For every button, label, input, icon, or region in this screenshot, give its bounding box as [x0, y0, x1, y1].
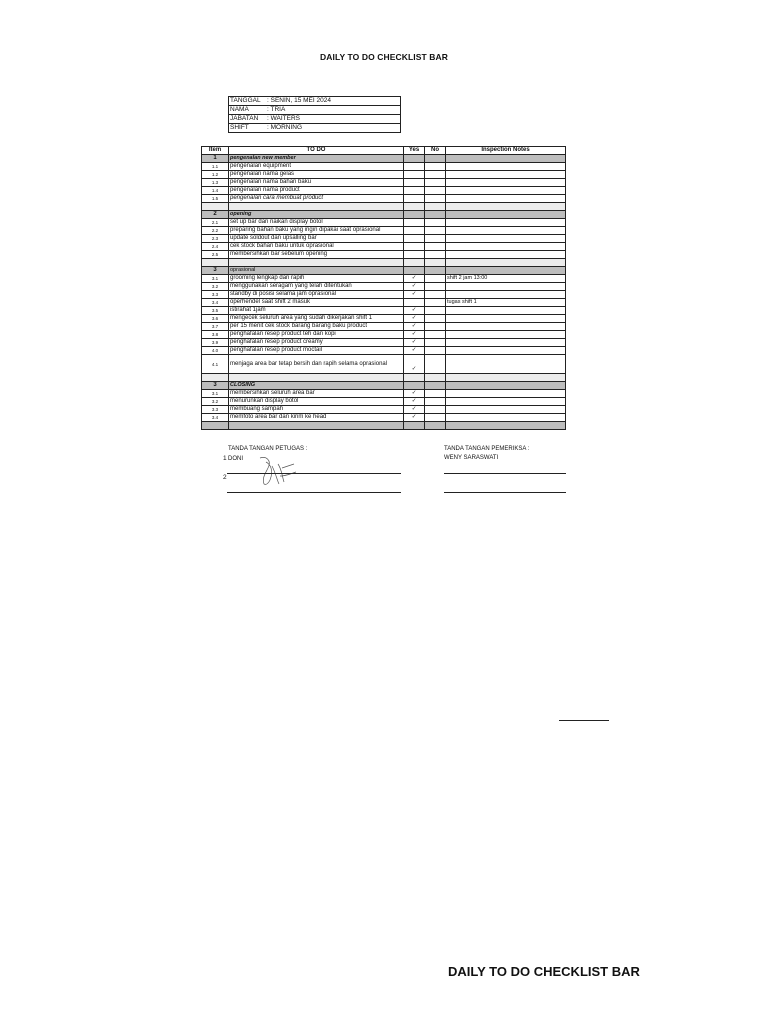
no-cell	[425, 398, 446, 406]
no-cell	[425, 155, 446, 163]
table-row	[202, 163, 566, 171]
inspection-note	[446, 227, 566, 235]
header-no: No	[425, 147, 446, 155]
todo-text: penghafalan resep product moctail	[229, 347, 404, 355]
blank-cell	[229, 259, 404, 267]
no-cell	[425, 267, 446, 275]
table-row	[202, 187, 566, 195]
inspection-note	[446, 235, 566, 243]
notes-cell	[446, 211, 566, 219]
item-number: 4.0	[202, 347, 229, 355]
no-cell	[425, 187, 446, 195]
todo-text: preparing bahan baku yang ingin dipakai saat oprasional	[229, 227, 404, 235]
inspection-note	[446, 390, 566, 398]
inspection-note	[446, 323, 566, 331]
no-cell	[425, 390, 446, 398]
inspection-note	[446, 347, 566, 355]
no-cell	[425, 195, 446, 203]
section-row	[202, 382, 566, 390]
no-cell	[425, 251, 446, 259]
todo-text: membuang sampah	[229, 406, 404, 414]
table-row	[202, 219, 566, 227]
notes-cell	[446, 382, 566, 390]
item-number: 1.4	[202, 187, 229, 195]
item-number: 3.7	[202, 323, 229, 331]
no-cell	[425, 211, 446, 219]
no-cell	[425, 347, 446, 355]
section-number: 1	[202, 155, 229, 163]
yes-check-cell: ✓	[404, 291, 425, 299]
info-table	[228, 96, 401, 133]
info-label: NAMA	[230, 106, 249, 113]
no-cell	[425, 406, 446, 414]
yes-check-cell: ✓	[404, 275, 425, 283]
officer-signature-scribble	[252, 454, 298, 488]
todo-text: per 15 menit cek stock barang barang baku product	[229, 323, 404, 331]
yes-check-cell	[404, 243, 425, 251]
blank-cell	[446, 422, 566, 430]
table-row	[202, 195, 566, 203]
blank-cell	[202, 422, 229, 430]
section-number: 2	[202, 211, 229, 219]
item-number: 3.5	[202, 307, 229, 315]
item-number: 1.2	[202, 171, 229, 179]
info-row	[229, 124, 401, 133]
blank-cell	[425, 203, 446, 211]
inspection-note	[446, 406, 566, 414]
yes-check-cell	[404, 195, 425, 203]
item-number: 3.2	[202, 283, 229, 291]
todo-text: penghafalan resep product teh dan kopi	[229, 331, 404, 339]
table-row	[202, 227, 566, 235]
inspection-note	[446, 398, 566, 406]
blank-cell	[446, 374, 566, 382]
yes-cell	[404, 211, 425, 219]
table-row	[202, 323, 566, 331]
yes-check-cell: ✓	[404, 406, 425, 414]
blank-cell	[446, 203, 566, 211]
inspector-signature-line-1	[444, 473, 566, 474]
blank-cell	[202, 203, 229, 211]
header-yes: Yes	[404, 147, 425, 155]
no-cell	[425, 355, 446, 374]
inspection-note	[446, 179, 566, 187]
table-row	[202, 331, 566, 339]
no-cell	[425, 235, 446, 243]
yes-check-cell: ✓	[404, 414, 425, 422]
blank-cell	[229, 374, 404, 382]
inspection-note	[446, 187, 566, 195]
blank-cell	[229, 203, 404, 211]
item-number: 3.6	[202, 315, 229, 323]
inspection-note: tugas shift 1	[446, 299, 566, 307]
todo-text: pengenalan nama bahan baku	[229, 179, 404, 187]
table-row	[202, 275, 566, 283]
no-cell	[425, 179, 446, 187]
blank-cell	[404, 374, 425, 382]
item-number: 2.5	[202, 251, 229, 259]
inspection-note	[446, 243, 566, 251]
no-cell	[425, 323, 446, 331]
table-row	[202, 339, 566, 347]
yes-check-cell: ✓	[404, 315, 425, 323]
inspection-note	[446, 219, 566, 227]
notes-cell	[446, 267, 566, 275]
table-row	[202, 243, 566, 251]
todo-text: mengecek seluruh area yang sudah dikerjakan shift 1	[229, 315, 404, 323]
blank-cell	[425, 422, 446, 430]
yes-cell	[404, 382, 425, 390]
section-number: 3	[202, 382, 229, 390]
signature-number-1: 1	[223, 455, 227, 462]
blank-cell	[425, 374, 446, 382]
no-cell	[425, 219, 446, 227]
blank-row	[202, 259, 566, 267]
checklist-table	[201, 146, 566, 430]
todo-text: penghafalan resep product creamy	[229, 339, 404, 347]
blank-cell	[404, 422, 425, 430]
no-cell	[425, 291, 446, 299]
page-title: DAILY TO DO CHECKLIST BAR	[320, 52, 448, 62]
no-cell	[425, 315, 446, 323]
yes-check-cell: ✓	[404, 390, 425, 398]
no-cell	[425, 382, 446, 390]
blank-cell	[446, 259, 566, 267]
table-row	[202, 299, 566, 307]
section-row	[202, 155, 566, 163]
info-label: JABATAN	[230, 115, 259, 122]
table-row	[202, 355, 566, 374]
inspection-note	[446, 171, 566, 179]
inspector-signature-label: TANDA TANGAN PEMERIKSA :	[444, 446, 530, 452]
blank-cell	[404, 203, 425, 211]
yes-check-cell: ✓	[404, 398, 425, 406]
item-number: 3.3	[202, 406, 229, 414]
blank-cell	[202, 259, 229, 267]
todo-text: standby di posisi selama jam oprasional	[229, 291, 404, 299]
blank-cell	[404, 259, 425, 267]
info-label: SHIFT	[230, 124, 249, 131]
info-row	[229, 97, 401, 106]
item-number: 3.2	[202, 398, 229, 406]
todo-text: menurunkan display botol	[229, 398, 404, 406]
item-number: 3.9	[202, 339, 229, 347]
item-number: 1.3	[202, 179, 229, 187]
inspection-note	[446, 163, 566, 171]
todo-text: istirahat 1jam	[229, 307, 404, 315]
item-number: 3.4	[202, 299, 229, 307]
table-header-row	[202, 147, 566, 155]
table-row	[202, 347, 566, 355]
blank-cell	[229, 422, 404, 430]
todo-text: operhendel saat shift 2 masuk	[229, 299, 404, 307]
yes-check-cell	[404, 163, 425, 171]
table-row	[202, 307, 566, 315]
inspection-note	[446, 355, 566, 374]
yes-check-cell	[404, 219, 425, 227]
yes-check-cell	[404, 187, 425, 195]
item-number: 1.1	[202, 163, 229, 171]
table-row	[202, 398, 566, 406]
todo-text: menggunakan seragam yang telah ditentukan	[229, 283, 404, 291]
inspection-note	[446, 291, 566, 299]
inspection-note	[446, 331, 566, 339]
todo-text: set up bar dan naikan display botol	[229, 219, 404, 227]
no-cell	[425, 243, 446, 251]
info-value: : MORNING	[267, 124, 303, 131]
header-todo: TO DO	[229, 147, 404, 155]
item-number: 2.3	[202, 235, 229, 243]
section-title: oprasional	[229, 267, 404, 275]
blank-row	[202, 374, 566, 382]
no-cell	[425, 275, 446, 283]
yes-check-cell	[404, 235, 425, 243]
table-row	[202, 171, 566, 179]
yes-check-cell	[404, 171, 425, 179]
yes-check-cell	[404, 227, 425, 235]
table-row	[202, 283, 566, 291]
item-number: 2.1	[202, 219, 229, 227]
yes-check-cell: ✓	[404, 355, 425, 374]
yes-cell	[404, 155, 425, 163]
info-label: TANGGAL	[230, 97, 261, 104]
todo-text: grooming lengkap dan rapih	[229, 275, 404, 283]
item-number: 2.4	[202, 243, 229, 251]
yes-check-cell: ✓	[404, 339, 425, 347]
item-number: 2.2	[202, 227, 229, 235]
info-row	[229, 106, 401, 115]
table-row	[202, 390, 566, 398]
inspection-note: shift 2 jam 13:00	[446, 275, 566, 283]
table-row	[202, 315, 566, 323]
inspector-signature-line-2	[444, 492, 566, 493]
section-title: CLOSING	[229, 382, 404, 390]
table-row	[202, 406, 566, 414]
table-row	[202, 291, 566, 299]
todo-text: pengenalan nama gelas	[229, 171, 404, 179]
inspection-note	[446, 315, 566, 323]
inspection-note	[446, 307, 566, 315]
table-row	[202, 414, 566, 422]
table-row	[202, 179, 566, 187]
todo-text: pengenalan cara membuat product	[229, 195, 404, 203]
officer-signature-line-2	[227, 492, 401, 493]
stray-line	[559, 720, 609, 721]
notes-cell	[446, 155, 566, 163]
item-number: 4.1	[202, 355, 229, 374]
item-number: 3.8	[202, 331, 229, 339]
no-cell	[425, 307, 446, 315]
todo-text: cek stock bahan baku untuk oprasional	[229, 243, 404, 251]
todo-text: pengenalan equipment	[229, 163, 404, 171]
officer-name: DONI	[228, 456, 243, 462]
todo-text: membersihkan seluruh area bar	[229, 390, 404, 398]
yes-check-cell: ✓	[404, 323, 425, 331]
section-title: pengenalan new member	[229, 155, 404, 163]
item-number: 3.1	[202, 275, 229, 283]
yes-cell	[404, 267, 425, 275]
officer-signature-line-1	[227, 473, 401, 474]
footer-title: DAILY TO DO CHECKLIST BAR	[448, 964, 640, 979]
no-cell	[425, 163, 446, 171]
todo-text: menjaga area bar tetap bersih dan rapih selama oprasional	[229, 355, 404, 374]
section-title: opening	[229, 211, 404, 219]
no-cell	[425, 171, 446, 179]
yes-check-cell: ✓	[404, 283, 425, 291]
yes-check-cell: ✓	[404, 331, 425, 339]
todo-text: membersihkan bar sebelum opening	[229, 251, 404, 259]
table-row	[202, 235, 566, 243]
blank-row	[202, 203, 566, 211]
item-number: 3.4	[202, 414, 229, 422]
item-number: 3.3	[202, 291, 229, 299]
inspection-note	[446, 339, 566, 347]
item-number: 1.5	[202, 195, 229, 203]
todo-text: memfoto area bar dan kirim ke head	[229, 414, 404, 422]
info-row	[229, 115, 401, 124]
todo-text: pengenalan nama product	[229, 187, 404, 195]
yes-check-cell	[404, 251, 425, 259]
section-row	[202, 211, 566, 219]
todo-text: update soldout dan upsalling bar	[229, 235, 404, 243]
header-notes: Inspection Notes	[446, 147, 566, 155]
no-cell	[425, 414, 446, 422]
inspection-note	[446, 195, 566, 203]
yes-check-cell: ✓	[404, 347, 425, 355]
table-row	[202, 251, 566, 259]
no-cell	[425, 283, 446, 291]
inspector-name: WENY SARASWATI	[444, 455, 499, 461]
yes-check-cell: ✓	[404, 307, 425, 315]
info-value: : WAITERS	[267, 115, 300, 122]
section-row	[202, 267, 566, 275]
blank-row	[202, 422, 566, 430]
info-value: : SENIN, 15 MEI 2024	[267, 97, 331, 104]
no-cell	[425, 299, 446, 307]
header-item: Item	[202, 147, 229, 155]
no-cell	[425, 339, 446, 347]
inspection-note	[446, 414, 566, 422]
inspection-note	[446, 251, 566, 259]
section-number: 3	[202, 267, 229, 275]
no-cell	[425, 227, 446, 235]
yes-check-cell	[404, 299, 425, 307]
inspection-note	[446, 283, 566, 291]
signature-number-2: 2	[223, 474, 227, 481]
officer-signature-label: TANDA TANGAN PETUGAS :	[228, 446, 308, 452]
no-cell	[425, 331, 446, 339]
item-number: 3.1	[202, 390, 229, 398]
info-value: : TRIA	[267, 106, 286, 113]
blank-cell	[202, 374, 229, 382]
blank-cell	[425, 259, 446, 267]
yes-check-cell	[404, 179, 425, 187]
